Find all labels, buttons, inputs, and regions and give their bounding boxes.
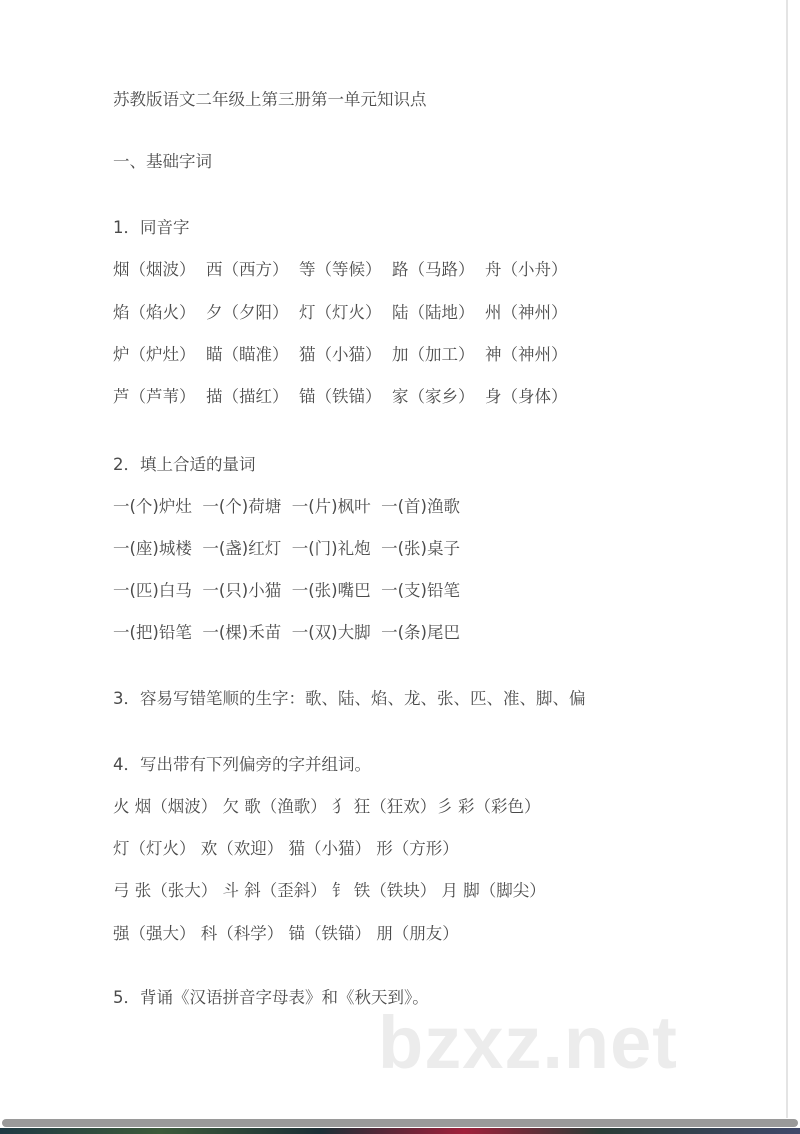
- section-heading: 一、基础字词: [113, 152, 212, 171]
- homophones-heading: 1．同音字: [113, 218, 190, 237]
- measure-words-row: 一(把)铅笔 一(棵)禾苗 一(双)大脚 一(条)尾巴: [113, 623, 460, 642]
- stroke-order-item: 3．容易写错笔顺的生字：歌、陆、焰、龙、张、匹、准、脚、偏: [113, 689, 586, 708]
- background-image-strip: [0, 1128, 800, 1134]
- homophones-row: 炉（炉灶） 瞄（瞄准） 猫（小猫） 加（加工） 神（神州）: [113, 345, 568, 364]
- document-title: 苏教版语文二年级上第三册第一单元知识点: [113, 90, 427, 109]
- radicals-heading: 4．写出带有下列偏旁的字并组词。: [113, 755, 371, 774]
- radicals-row: 火 烟（烟波） 欠 歌（渔歌） 犭 狂（狂欢）彡 彩（彩色）: [113, 797, 541, 816]
- radicals-row: 弓 张（张大） 斗 斜（歪斜） 钅 铁（铁块） 月 脚（脚尖）: [113, 881, 546, 900]
- horizontal-scrollbar[interactable]: [2, 1119, 798, 1127]
- watermark: bzxz.net: [378, 1001, 678, 1084]
- homophones-row: 焰（焰火） 夕（夕阳） 灯（灯火） 陆（陆地） 州（神州）: [113, 303, 568, 322]
- measure-words-heading: 2．填上合适的量词: [113, 455, 256, 474]
- recite-item: 5．背诵《汉语拼音字母表》和《秋天到》。: [113, 988, 429, 1007]
- measure-words-row: 一(座)城楼 一(盏)红灯 一(门)礼炮 一(张)桌子: [113, 539, 460, 558]
- measure-words-row: 一(个)炉灶 一(个)荷塘 一(片)枫叶 一(首)渔歌: [113, 497, 460, 516]
- radicals-row: 强（强大） 科（科学） 锚（铁锚） 朋（朋友）: [113, 924, 459, 943]
- measure-words-row: 一(匹)白马 一(只)小猫 一(张)嘴巴 一(支)铅笔: [113, 581, 460, 600]
- radicals-row: 灯（灯火） 欢（欢迎） 猫（小猫） 形（方形）: [113, 839, 459, 858]
- homophones-row: 烟（烟波） 西（西方） 等（等候） 路（马路） 舟（小舟）: [113, 260, 568, 279]
- homophones-row: 芦（芦苇） 描（描红） 锚（铁锚） 家（家乡） 身（身体）: [113, 387, 568, 406]
